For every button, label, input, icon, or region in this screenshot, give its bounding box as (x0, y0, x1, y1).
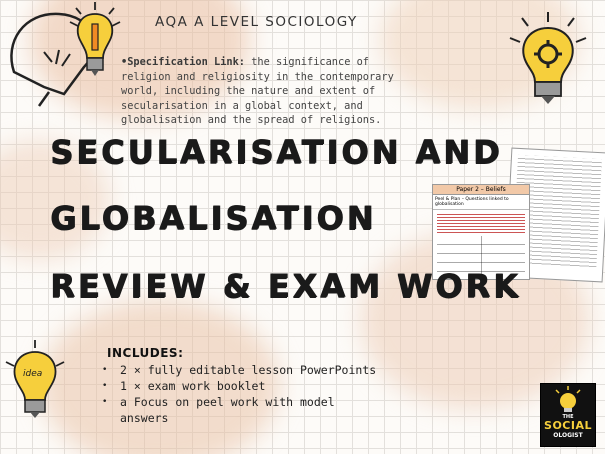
booklet-preview-front (432, 184, 530, 280)
logo-text-ologist: OLOGIST (553, 432, 583, 439)
logo-text-the: THE (562, 414, 574, 420)
lightbulb-gear-icon (508, 12, 588, 108)
lightbulb-icon (66, 2, 124, 78)
svg-text:idea: idea (23, 369, 43, 379)
logo-text-social: SOCIAL (544, 419, 592, 432)
list-item: • 2 × fully editable lesson PowerPoints (100, 362, 380, 378)
page-header: AQA A LEVEL SOCIOLOGY (155, 14, 358, 30)
title-line-3: REVIEW & EXAM WORK (50, 267, 521, 305)
booklet-subheader: Peel & Plan – Questions linked to globalisation (433, 195, 529, 210)
lightbulb-idea-icon (4, 340, 66, 420)
specification-link (121, 55, 421, 128)
includes-heading: INCLUDES: (107, 346, 184, 360)
specification-text: the significance of religion and religiosity in the contemporary world, including the nature and extent of secularisation in a global context, and globalisation and the spread of religions. (121, 56, 394, 126)
includes-list (100, 362, 380, 426)
logo-bulb-icon (541, 384, 595, 414)
list-item: • 1 × exam work booklet (100, 378, 380, 394)
title-line-2: GLOBALISATION (50, 199, 377, 237)
booklet-body-lines (437, 212, 525, 234)
title-line-1: SECULARISATION AND (50, 133, 503, 171)
specification-label: •Specification Link: (121, 56, 245, 68)
social-ologist-logo (540, 383, 596, 447)
booklet-header: Paper 2 – Beliefs (433, 185, 529, 195)
list-item: • a Focus on peel work with model answers (100, 394, 380, 426)
